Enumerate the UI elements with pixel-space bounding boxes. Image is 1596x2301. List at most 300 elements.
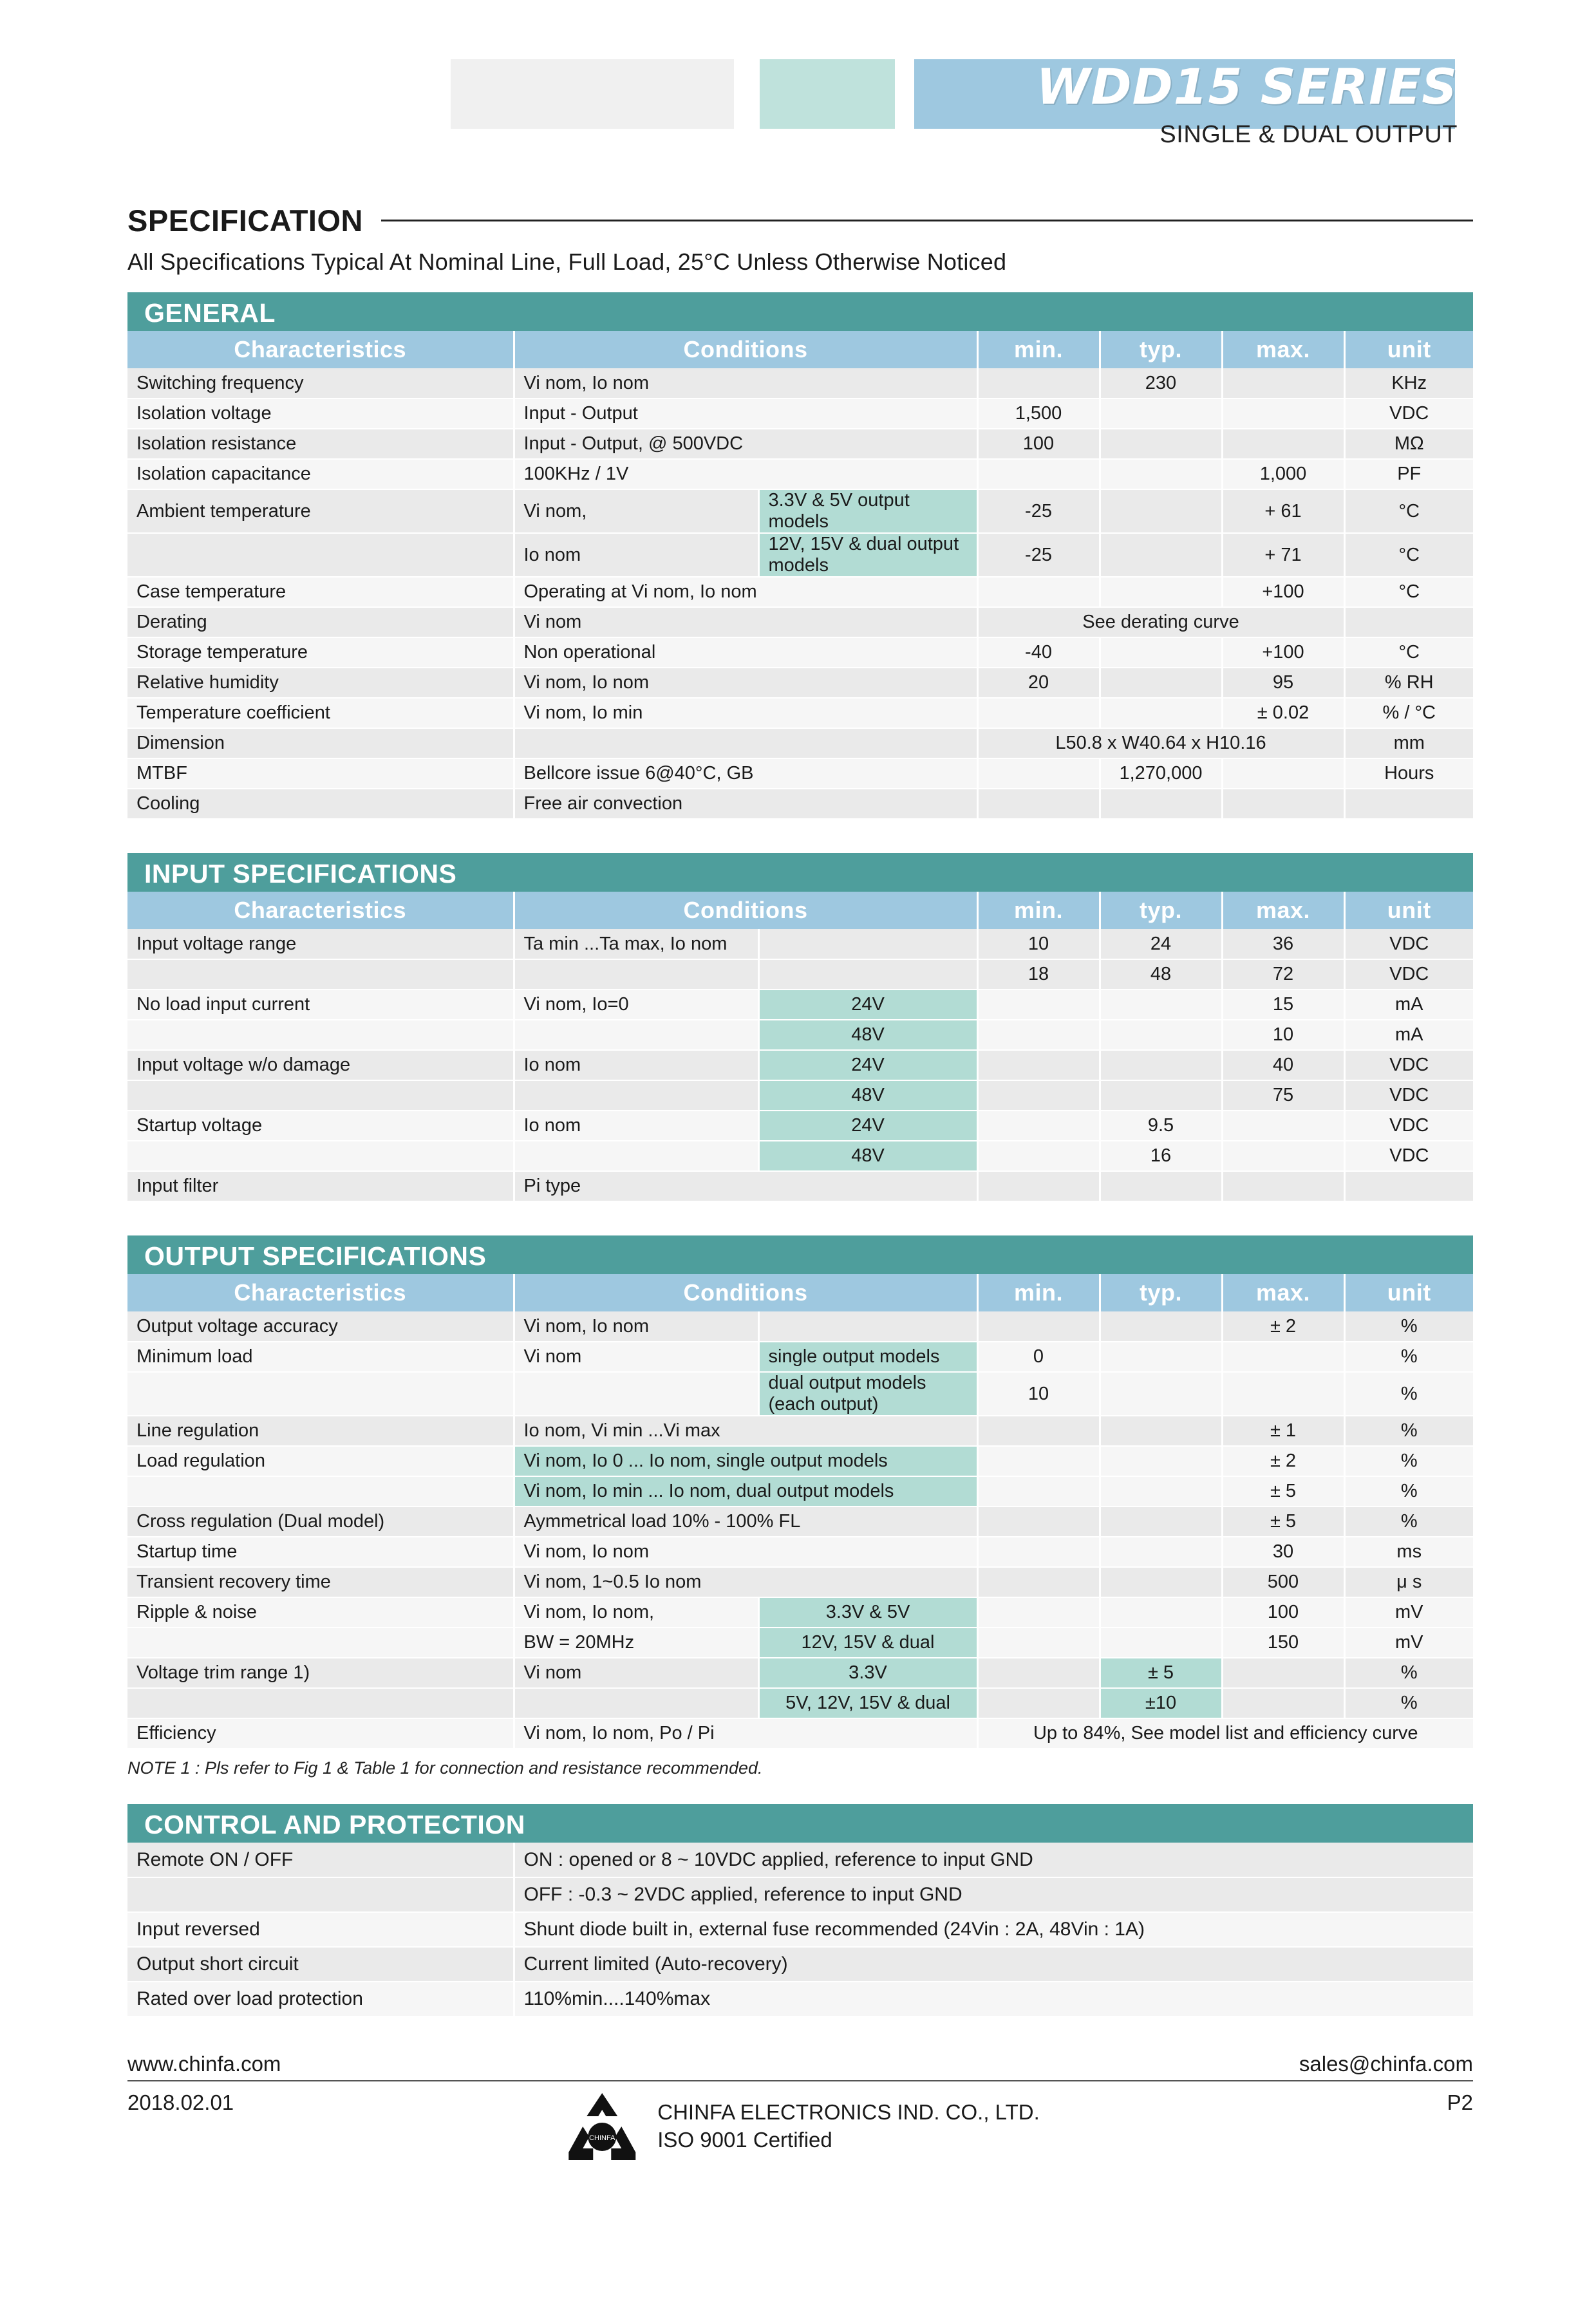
table-header-row [127, 892, 1473, 929]
company-iso: ISO 9001 Certified [657, 2128, 832, 2152]
cell-unit: °C [1344, 577, 1473, 607]
cell-min [977, 1476, 1100, 1507]
table-row [127, 1947, 1473, 1982]
cell-subcondition [758, 1311, 977, 1342]
cell-characteristic [127, 1080, 514, 1111]
cell-characteristic [127, 1628, 514, 1658]
cell-characteristic: Ripple & noise [127, 1597, 514, 1628]
website-link[interactable]: www.chinfa.com [127, 2052, 281, 2076]
table-row [127, 1537, 1473, 1567]
cell-subcondition: 3.3V & 5V output models [758, 489, 977, 533]
cell-typ [1100, 577, 1222, 607]
cell-condition: Aymmetrical load 10% - 100% FL [514, 1507, 977, 1537]
cell-subcondition [758, 929, 977, 959]
cell-typ: ±10 [1100, 1688, 1222, 1718]
cell-condition [514, 1372, 758, 1416]
cell-max [1222, 1658, 1344, 1688]
cell-typ: 48 [1100, 959, 1222, 990]
cell-max: ± 2 [1222, 1311, 1344, 1342]
cell-characteristic: Input filter [127, 1171, 514, 1201]
cell-typ [1100, 1628, 1222, 1658]
cell-subcondition: Vi nom, Io min ... Io nom, dual output models [514, 1476, 977, 1507]
cell-condition: Ta min ...Ta max, Io nom [514, 929, 758, 959]
cell-max [1222, 1111, 1344, 1141]
cell-typ [1100, 399, 1222, 429]
cell-min [977, 1020, 1100, 1050]
cell-min [977, 1080, 1100, 1111]
cell-typ [1100, 637, 1222, 668]
cell-typ [1100, 1446, 1222, 1476]
cell-characteristic: Case temperature [127, 577, 514, 607]
cell-subcondition: 12V, 15V & dual output models [758, 533, 977, 577]
cell-condition: Operating at Vi nom, Io nom [514, 577, 977, 607]
cell-max: ± 1 [1222, 1416, 1344, 1446]
company-name: CHINFA ELECTRONICS IND. CO., LTD. [657, 2100, 1040, 2125]
table-control [127, 1843, 1473, 2017]
cell-typ [1100, 1567, 1222, 1597]
page-number: P2 [1447, 2090, 1473, 2114]
table-row [127, 728, 1473, 758]
cell-max: 40 [1222, 1050, 1344, 1080]
cell-condition [514, 959, 758, 990]
table-row [127, 489, 1473, 533]
col-typ: typ. [1100, 331, 1222, 368]
cell-characteristic: Isolation capacitance [127, 459, 514, 489]
cell-subcondition: 48V [758, 1020, 977, 1050]
cell-typ [1100, 459, 1222, 489]
cell-condition [514, 1688, 758, 1718]
cell-unit [1344, 607, 1473, 637]
cell-condition: Vi nom, 1~0.5 Io nom [514, 1567, 977, 1597]
table-header-row [127, 1274, 1473, 1311]
cell-unit: VDC [1344, 399, 1473, 429]
cell-span-value: L50.8 x W40.64 x H10.16 [977, 728, 1344, 758]
cell-max: 1,000 [1222, 459, 1344, 489]
table-row [127, 1050, 1473, 1080]
table-row [127, 929, 1473, 959]
table-row [127, 990, 1473, 1020]
cell-min [977, 1141, 1100, 1171]
page-footer [127, 2052, 1473, 2174]
header-bar-teal [760, 59, 895, 129]
cell-min [977, 1688, 1100, 1718]
cell-typ [1100, 1507, 1222, 1537]
cell-characteristic [127, 1141, 514, 1171]
cell-max: +100 [1222, 637, 1344, 668]
cell-condition: Bellcore issue 6@40°C, GB [514, 758, 977, 789]
cell-characteristic: Dimension [127, 728, 514, 758]
cell-min: -25 [977, 533, 1100, 577]
cell-max [1222, 1141, 1344, 1171]
cell-value: OFF : -0.3 ~ 2VDC applied, reference to input GND [514, 1877, 1473, 1912]
cell-typ [1100, 1342, 1222, 1372]
cell-min [977, 1507, 1100, 1537]
cell-max: 150 [1222, 1628, 1344, 1658]
cell-condition: Pi type [514, 1171, 977, 1201]
cell-value: Shunt diode built in, external fuse recommended (24Vin : 2A, 48Vin : 1A) [514, 1912, 1473, 1947]
cell-max [1222, 429, 1344, 459]
cell-subcondition: single output models [758, 1342, 977, 1372]
section-general [127, 292, 1473, 820]
cell-subcondition: 5V, 12V, 15V & dual [758, 1688, 977, 1718]
table-row [127, 789, 1473, 819]
cell-unit: % [1344, 1688, 1473, 1718]
cell-characteristic: Transient recovery time [127, 1567, 514, 1597]
cell-min [977, 1537, 1100, 1567]
cell-condition: Io nom [514, 1050, 758, 1080]
cell-condition: Input - Output [514, 399, 977, 429]
table-row [127, 1658, 1473, 1688]
cell-max: + 71 [1222, 533, 1344, 577]
chinfa-logo-icon [561, 2090, 643, 2163]
cell-max [1222, 1688, 1344, 1718]
cell-unit: mA [1344, 990, 1473, 1020]
header-bar-gap1 [734, 59, 760, 129]
table-row [127, 637, 1473, 668]
cell-subcondition: 24V [758, 1050, 977, 1080]
cell-max [1222, 758, 1344, 789]
cell-min [977, 1171, 1100, 1201]
cell-characteristic: Derating [127, 607, 514, 637]
cell-min: 100 [977, 429, 1100, 459]
table-row [127, 1982, 1473, 2016]
cell-condition: Io nom [514, 1111, 758, 1141]
email-link[interactable]: sales@chinfa.com [1299, 2052, 1473, 2076]
cell-typ [1100, 990, 1222, 1020]
cell-characteristic [127, 1020, 514, 1050]
col-max: max. [1222, 892, 1344, 929]
cell-subcondition: 3.3V & 5V [758, 1597, 977, 1628]
cell-min: 0 [977, 1342, 1100, 1372]
cell-min [977, 1446, 1100, 1476]
cell-min [977, 698, 1100, 728]
cell-typ: 1,270,000 [1100, 758, 1222, 789]
cell-max: 500 [1222, 1567, 1344, 1597]
cell-condition: Non operational [514, 637, 977, 668]
cell-condition: Vi nom, Io nom [514, 668, 977, 698]
section-title-input: INPUT SPECIFICATIONS [127, 853, 1473, 892]
footer-date: 2018.02.01 [127, 2090, 234, 2114]
cell-unit: VDC [1344, 1141, 1473, 1171]
cell-max [1222, 399, 1344, 429]
cell-unit: % [1344, 1416, 1473, 1446]
cell-min [977, 1050, 1100, 1080]
cell-min [977, 1416, 1100, 1446]
cell-max [1222, 1372, 1344, 1416]
cell-unit: MΩ [1344, 429, 1473, 459]
cell-condition: Vi nom, Io=0 [514, 990, 758, 1020]
cell-subcondition: 48V [758, 1141, 977, 1171]
cell-unit: % [1344, 1476, 1473, 1507]
col-typ: typ. [1100, 1274, 1222, 1311]
col-min: min. [977, 892, 1100, 929]
table-row [127, 1311, 1473, 1342]
table-row [127, 758, 1473, 789]
cell-condition: Vi nom [514, 1658, 758, 1688]
cell-unit: PF [1344, 459, 1473, 489]
cell-characteristic [127, 1688, 514, 1718]
cell-typ [1100, 1537, 1222, 1567]
cell-subcondition: dual output models (each output) [758, 1372, 977, 1416]
cell-unit: VDC [1344, 1111, 1473, 1141]
col-conditions: Conditions [514, 331, 977, 368]
cell-condition: Vi nom [514, 607, 977, 637]
table-row [127, 1342, 1473, 1372]
cell-characteristic: Isolation voltage [127, 399, 514, 429]
cell-unit: % [1344, 1342, 1473, 1372]
cell-condition: Io nom, Vi min ...Vi max [514, 1416, 977, 1446]
cell-subcondition: 48V [758, 1080, 977, 1111]
cell-min [977, 1658, 1100, 1688]
cell-unit: % [1344, 1507, 1473, 1537]
page-title: SPECIFICATION [127, 203, 363, 238]
cell-max: ± 5 [1222, 1476, 1344, 1507]
col-characteristics: Characteristics [127, 331, 514, 368]
cell-max [1222, 1171, 1344, 1201]
cell-typ [1100, 1020, 1222, 1050]
cell-max: +100 [1222, 577, 1344, 607]
cell-condition: 100KHz / 1V [514, 459, 977, 489]
cell-condition: Free air convection [514, 789, 977, 819]
cell-typ [1100, 1311, 1222, 1342]
cell-characteristic: Rated over load protection [127, 1982, 514, 2016]
cell-min: 20 [977, 668, 1100, 698]
table-input [127, 892, 1473, 1202]
cell-unit: mm [1344, 728, 1473, 758]
cell-characteristic: No load input current [127, 990, 514, 1020]
cell-condition: Io nom [514, 533, 758, 577]
cell-characteristic: Input reversed [127, 1912, 514, 1947]
cell-condition: Vi nom, Io min [514, 698, 977, 728]
cell-typ [1100, 1080, 1222, 1111]
table-row [127, 668, 1473, 698]
specification-heading [127, 203, 1473, 238]
cell-typ [1100, 1416, 1222, 1446]
datasheet-page [0, 45, 1596, 2301]
cell-characteristic: Output short circuit [127, 1947, 514, 1982]
cell-typ [1100, 789, 1222, 819]
footer-bottom [127, 2090, 1473, 2174]
cell-characteristic: Startup voltage [127, 1111, 514, 1141]
cell-subcondition: 24V [758, 990, 977, 1020]
cell-unit: mA [1344, 1020, 1473, 1050]
page-header [0, 45, 1596, 183]
col-min: min. [977, 331, 1100, 368]
cell-condition: Vi nom, Io nom [514, 1311, 758, 1342]
cell-unit: °C [1344, 637, 1473, 668]
cell-max: ± 5 [1222, 1507, 1344, 1537]
cell-unit: % / °C [1344, 698, 1473, 728]
cell-unit: VDC [1344, 929, 1473, 959]
table-row [127, 1507, 1473, 1537]
cell-min: 10 [977, 1372, 1100, 1416]
section-output [127, 1235, 1473, 1749]
table-row [127, 1080, 1473, 1111]
cell-characteristic [127, 533, 514, 577]
cell-value: Current limited (Auto-recovery) [514, 1947, 1473, 1982]
table-row [127, 1567, 1473, 1597]
cell-unit: °C [1344, 533, 1473, 577]
cell-typ: 24 [1100, 929, 1222, 959]
cell-characteristic: Minimum load [127, 1342, 514, 1372]
section-title-output: OUTPUT SPECIFICATIONS [127, 1235, 1473, 1274]
cell-characteristic: Efficiency [127, 1718, 514, 1749]
cell-typ [1100, 1476, 1222, 1507]
cell-max: 10 [1222, 1020, 1344, 1050]
cell-span-value: See derating curve [977, 607, 1344, 637]
cell-min [977, 459, 1100, 489]
cell-typ [1100, 1050, 1222, 1080]
table-row [127, 1912, 1473, 1947]
cell-min [977, 1597, 1100, 1628]
cell-unit: VDC [1344, 959, 1473, 990]
cell-typ [1100, 429, 1222, 459]
cell-condition: Input - Output, @ 500VDC [514, 429, 977, 459]
cell-characteristic: Startup time [127, 1537, 514, 1567]
table-row [127, 1171, 1473, 1201]
table-row [127, 1718, 1473, 1749]
cell-condition: Vi nom, Io nom, [514, 1597, 758, 1628]
cell-min [977, 1628, 1100, 1658]
cell-max: + 61 [1222, 489, 1344, 533]
cell-max [1222, 368, 1344, 399]
cell-max: 36 [1222, 929, 1344, 959]
table-output [127, 1274, 1473, 1749]
header-bar-gray [451, 59, 734, 129]
cell-characteristic: Switching frequency [127, 368, 514, 399]
table-row [127, 399, 1473, 429]
cell-unit: % [1344, 1311, 1473, 1342]
cell-min: -25 [977, 489, 1100, 533]
cell-characteristic [127, 1372, 514, 1416]
cell-typ [1100, 489, 1222, 533]
table-header-row [127, 331, 1473, 368]
series-title: WDD15 SERIES [1036, 58, 1458, 115]
cell-condition: Vi nom, Io nom [514, 368, 977, 399]
cell-condition: Vi nom, Io nom [514, 1537, 977, 1567]
table-row [127, 698, 1473, 728]
cell-min: 18 [977, 959, 1100, 990]
cell-characteristic: Input voltage range [127, 929, 514, 959]
cell-span-value: Up to 84%, See model list and efficiency curve [977, 1718, 1473, 1749]
cell-min: 10 [977, 929, 1100, 959]
cell-subcondition: 24V [758, 1111, 977, 1141]
cell-condition: Vi nom [514, 1342, 758, 1372]
cell-max: 75 [1222, 1080, 1344, 1111]
col-characteristics: Characteristics [127, 892, 514, 929]
cell-min: -40 [977, 637, 1100, 668]
cell-min [977, 789, 1100, 819]
series-subtitle: SINGLE & DUAL OUTPUT [1159, 121, 1458, 148]
table-row [127, 1446, 1473, 1476]
cell-typ: 9.5 [1100, 1111, 1222, 1141]
cell-max [1222, 1342, 1344, 1372]
table-row [127, 1372, 1473, 1416]
cell-unit: % RH [1344, 668, 1473, 698]
cell-max: 95 [1222, 668, 1344, 698]
cell-characteristic: Load regulation [127, 1446, 514, 1476]
table-row [127, 1111, 1473, 1141]
cell-unit: mV [1344, 1628, 1473, 1658]
table-row [127, 1416, 1473, 1446]
cell-condition [514, 1141, 758, 1171]
col-unit: unit [1344, 892, 1473, 929]
cell-characteristic: Remote ON / OFF [127, 1843, 514, 1877]
cell-unit: % [1344, 1446, 1473, 1476]
section-control [127, 1804, 1473, 2017]
cell-characteristic [127, 959, 514, 990]
cell-min [977, 1311, 1100, 1342]
cell-min [977, 758, 1100, 789]
cell-condition [514, 1020, 758, 1050]
table-row [127, 607, 1473, 637]
cell-typ: 16 [1100, 1141, 1222, 1171]
cell-max: 15 [1222, 990, 1344, 1020]
table-general [127, 331, 1473, 820]
table-row [127, 1597, 1473, 1628]
cell-unit: % [1344, 1658, 1473, 1688]
company-block [561, 2090, 1039, 2163]
cell-characteristic: Cross regulation (Dual model) [127, 1507, 514, 1537]
cell-subcondition [758, 959, 977, 990]
cell-unit: VDC [1344, 1050, 1473, 1080]
cell-typ [1100, 1171, 1222, 1201]
cell-unit: ms [1344, 1537, 1473, 1567]
col-conditions: Conditions [514, 892, 977, 929]
section-title-general: GENERAL [127, 292, 1473, 331]
table-row [127, 368, 1473, 399]
cell-characteristic: Cooling [127, 789, 514, 819]
table-row [127, 1141, 1473, 1171]
cell-max: 72 [1222, 959, 1344, 990]
cell-min: 1,500 [977, 399, 1100, 429]
cell-characteristic: Ambient temperature [127, 489, 514, 533]
cell-unit: VDC [1344, 1080, 1473, 1111]
cell-value: 110%min....140%max [514, 1982, 1473, 2016]
cell-typ [1100, 698, 1222, 728]
table-row [127, 1628, 1473, 1658]
cell-characteristic: MTBF [127, 758, 514, 789]
cell-characteristic: Relative humidity [127, 668, 514, 698]
col-max: max. [1222, 331, 1344, 368]
cell-min [977, 1567, 1100, 1597]
cell-typ [1100, 533, 1222, 577]
table-row [127, 1877, 1473, 1912]
col-unit: unit [1344, 331, 1473, 368]
col-max: max. [1222, 1274, 1344, 1311]
cell-max [1222, 789, 1344, 819]
cell-typ: ± 5 [1100, 1658, 1222, 1688]
svg-text:CHINFA: CHINFA [589, 2134, 615, 2142]
cell-subcondition: Vi nom, Io 0 ... Io nom, single output models [514, 1446, 977, 1476]
cell-typ [1100, 1372, 1222, 1416]
col-characteristics: Characteristics [127, 1274, 514, 1311]
cell-min [977, 1111, 1100, 1141]
cell-typ [1100, 1597, 1222, 1628]
cell-max: ± 0.02 [1222, 698, 1344, 728]
cell-characteristic [127, 1877, 514, 1912]
table-row [127, 959, 1473, 990]
cell-unit: mV [1344, 1597, 1473, 1628]
cell-condition: BW = 20MHz [514, 1628, 758, 1658]
cell-min [977, 577, 1100, 607]
col-unit: unit [1344, 1274, 1473, 1311]
cell-condition [514, 1080, 758, 1111]
cell-subcondition: 12V, 15V & dual [758, 1628, 977, 1658]
cell-characteristic: Isolation resistance [127, 429, 514, 459]
footer-links [127, 2052, 1473, 2080]
cell-typ: 230 [1100, 368, 1222, 399]
